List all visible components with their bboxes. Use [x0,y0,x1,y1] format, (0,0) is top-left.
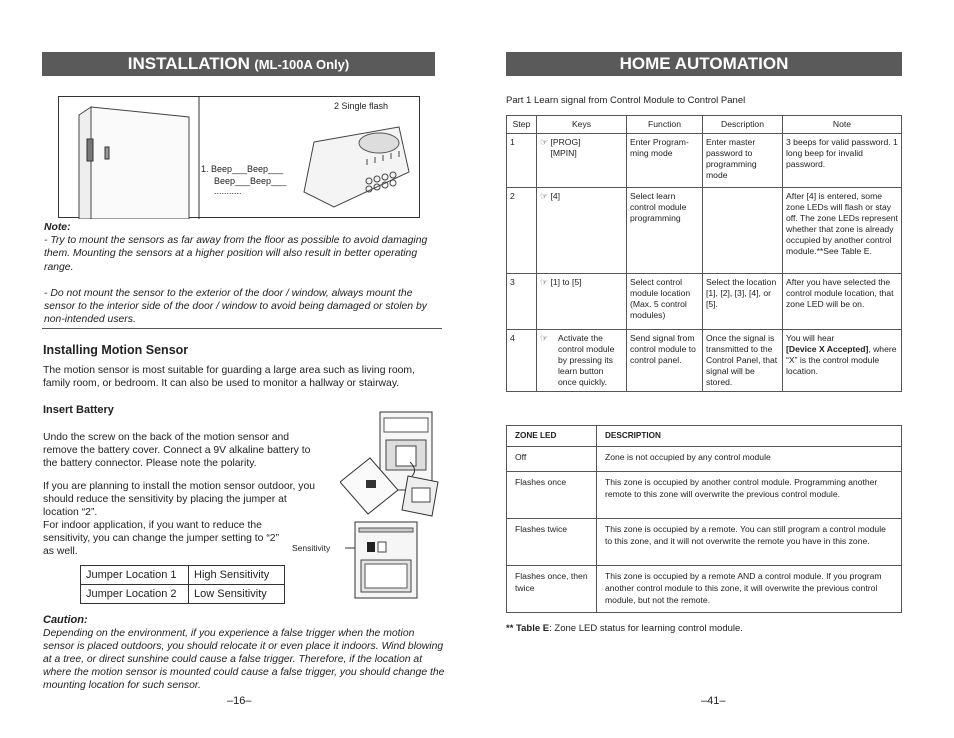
flash-label: 2 Single flash [334,101,389,111]
keys-cell [537,188,627,274]
description-cell: Once the signal is transmitted to the Control Panel, that signal will be stored. [703,330,783,392]
note-item-2: - Do not mount the sensor to the exterior of the door / window, always mount the sensor to the interior side of the door / window to avoid being damaged or stolen by non-intended users. [44,287,427,326]
table-row [507,447,902,472]
battery-p3: For indoor application, if you want to reduce the sensitivity, you can change the jumper setting to “2” as well. [43,520,280,557]
zone-led-cell: Flashes once [507,472,597,519]
jumper-table [80,565,285,604]
step-cell: 2 [507,188,537,274]
col-header: DESCRIPTION [597,426,902,447]
zone-desc-cell: Zone is not occupied by any control module [597,447,902,472]
note-pre: You will hear [786,333,835,343]
table-row [507,274,902,330]
note-item-1: - Try to mount the sensors as far away from the floor as possible to avoid damaging them. Mounting the sensors at a higher position will also result in better operating range. [44,235,428,273]
table-row [507,566,902,613]
zone-led-cell: Flashes once, then twice [507,566,597,613]
keys-text: [4] [550,191,561,201]
keys-cell [537,134,627,188]
motion-text: The motion sensor is most suitable for guarding a large area such as living room, family room, or bedroom. It can also be used to monitor a hallway or stairway. [43,365,415,389]
beep-line3: ........... [214,186,242,196]
table-header-row [507,116,902,134]
table-caption [506,622,743,635]
col-header: Note [783,116,902,134]
step-cell: 3 [507,274,537,330]
note-cell: After [4] is entered, some zone LEDs will flash or stay off. The zone LEDs represent whether that zone is already occupied by another control module.**See Table E. [783,188,902,274]
function-cell: Select control module location (Max. 5 control modules) [627,274,703,330]
keys-text: [PROG] [MPIN] [550,137,581,158]
col-header: Keys [537,116,627,134]
beep-line1: 1. Beep___Beep___ [201,164,284,174]
finger-press-icon: ☞ [540,333,549,343]
part-title: Part 1 Learn signal from Control Module to Control Panel [506,95,746,106]
step-cell: 4 [507,330,537,392]
col-header: ZONE LED [507,426,597,447]
door-illustration [59,97,421,219]
zone-desc-cell: This zone is occupied by a remote. You can still program a control module to this zone, and it will not overwrite the remote you have in this zone. [597,519,902,566]
function-cell: Send signal from control module to control panel. [627,330,703,392]
table-row [507,134,902,188]
note-cell: 3 beeps for valid password. 1 long beep for invalid password. [783,134,902,188]
table-caption-bold: ** Table E [506,623,550,634]
keys-cell [537,330,627,392]
jumper-cell: Jumper Location 1 [81,566,189,585]
note-bold: [Device X Accepted] [786,344,869,354]
keys-text: Activate the control module by pressing its learn button once quickly. [558,333,615,387]
step-cell: 1 [507,134,537,188]
page-number-right: –41– [701,695,726,707]
jumper-cell: Jumper Location 2 [81,585,189,604]
note-cell [783,330,902,392]
zone-desc-cell: This zone is occupied by a remote AND a control module. If you program another control module to this zone, it will overwrite the previous control module, but not the remote. [597,566,902,613]
finger-press-icon: ☞ [540,137,549,147]
home-automation-banner [506,52,902,76]
battery-p2: If you are planning to install the motion sensor outdoor, you should reduce the sensitivity by placing the jumper at location “2”. [43,481,316,518]
zone-led-cell: Off [507,447,597,472]
col-header: Step [507,116,537,134]
table-row [81,566,285,585]
col-header: Function [627,116,703,134]
sensitivity-label: Sensitivity [292,543,331,553]
beep-line2: Beep___Beep___ [214,176,287,186]
zone-desc-cell: This zone is occupied by another control module. Programming another remote to this zone will overwrite the previous control module. [597,472,902,519]
steps-table [506,115,902,392]
finger-press-icon: ☞ [540,277,549,287]
installation-banner [42,52,435,76]
col-header: Description [703,116,783,134]
battery-p1: Undo the screw on the back of the motion sensor and remove the battery cover. Connect a 9V alkaline battery to the battery connector. Please note the polarity. [43,432,311,469]
page-number-left: –16– [227,695,252,707]
caution-heading: Caution: [43,614,88,626]
note-block [44,221,436,326]
keys-text: [1] to [5] [550,277,582,287]
table-header-row [507,426,902,447]
section-divider [42,328,442,329]
table-row [507,519,902,566]
description-cell: Enter master password to programming mode [703,134,783,188]
sensitivity-cell: Low Sensitivity [189,585,285,604]
banner-subtitle: (ML-100A Only) [254,57,350,72]
table-row [81,585,285,604]
caution-text: Depending on the environment, if you experience a false trigger when the motion sensor is placed outdoors, you should relocate it or even place it indoors. Wind blowing at a tree, or direct sunshine could cause a false trigger. Therefore, if the location at where the motion sensor is mounted could cause a false trigger, you should change the mounting location for such sensor. [43,628,445,691]
function-cell: Enter Program-ming mode [627,134,703,188]
note-post: , where “X” is the control module location. [786,344,897,376]
function-cell: Select learn control module programming [627,188,703,274]
table-row [507,188,902,274]
table-caption-rest: : Zone LED status for learning control module. [549,623,743,634]
zone-led-cell: Flashes twice [507,519,597,566]
battery-illustration [340,410,445,520]
sensitivity-cell: High Sensitivity [189,566,285,585]
finger-press-icon: ☞ [540,191,549,201]
sensitivity-illustration [345,520,425,600]
door-sensor-figure [58,96,420,218]
description-cell: Select the location [1], [2], [3], [4], or [5]. [703,274,783,330]
note-cell: After you have selected the control module location, that zone LED will be on. [783,274,902,330]
banner-title-right: HOME AUTOMATION [619,54,789,73]
battery-heading: Insert Battery [43,404,114,416]
motion-heading: Installing Motion Sensor [43,343,189,357]
zone-led-table [506,425,902,613]
description-cell [703,188,783,274]
table-row [507,330,902,392]
table-row [507,472,902,519]
keys-cell [537,274,627,330]
control-panel-icon [304,127,409,207]
banner-title: INSTALLATION [127,54,250,73]
note-heading: Note: [44,222,71,233]
